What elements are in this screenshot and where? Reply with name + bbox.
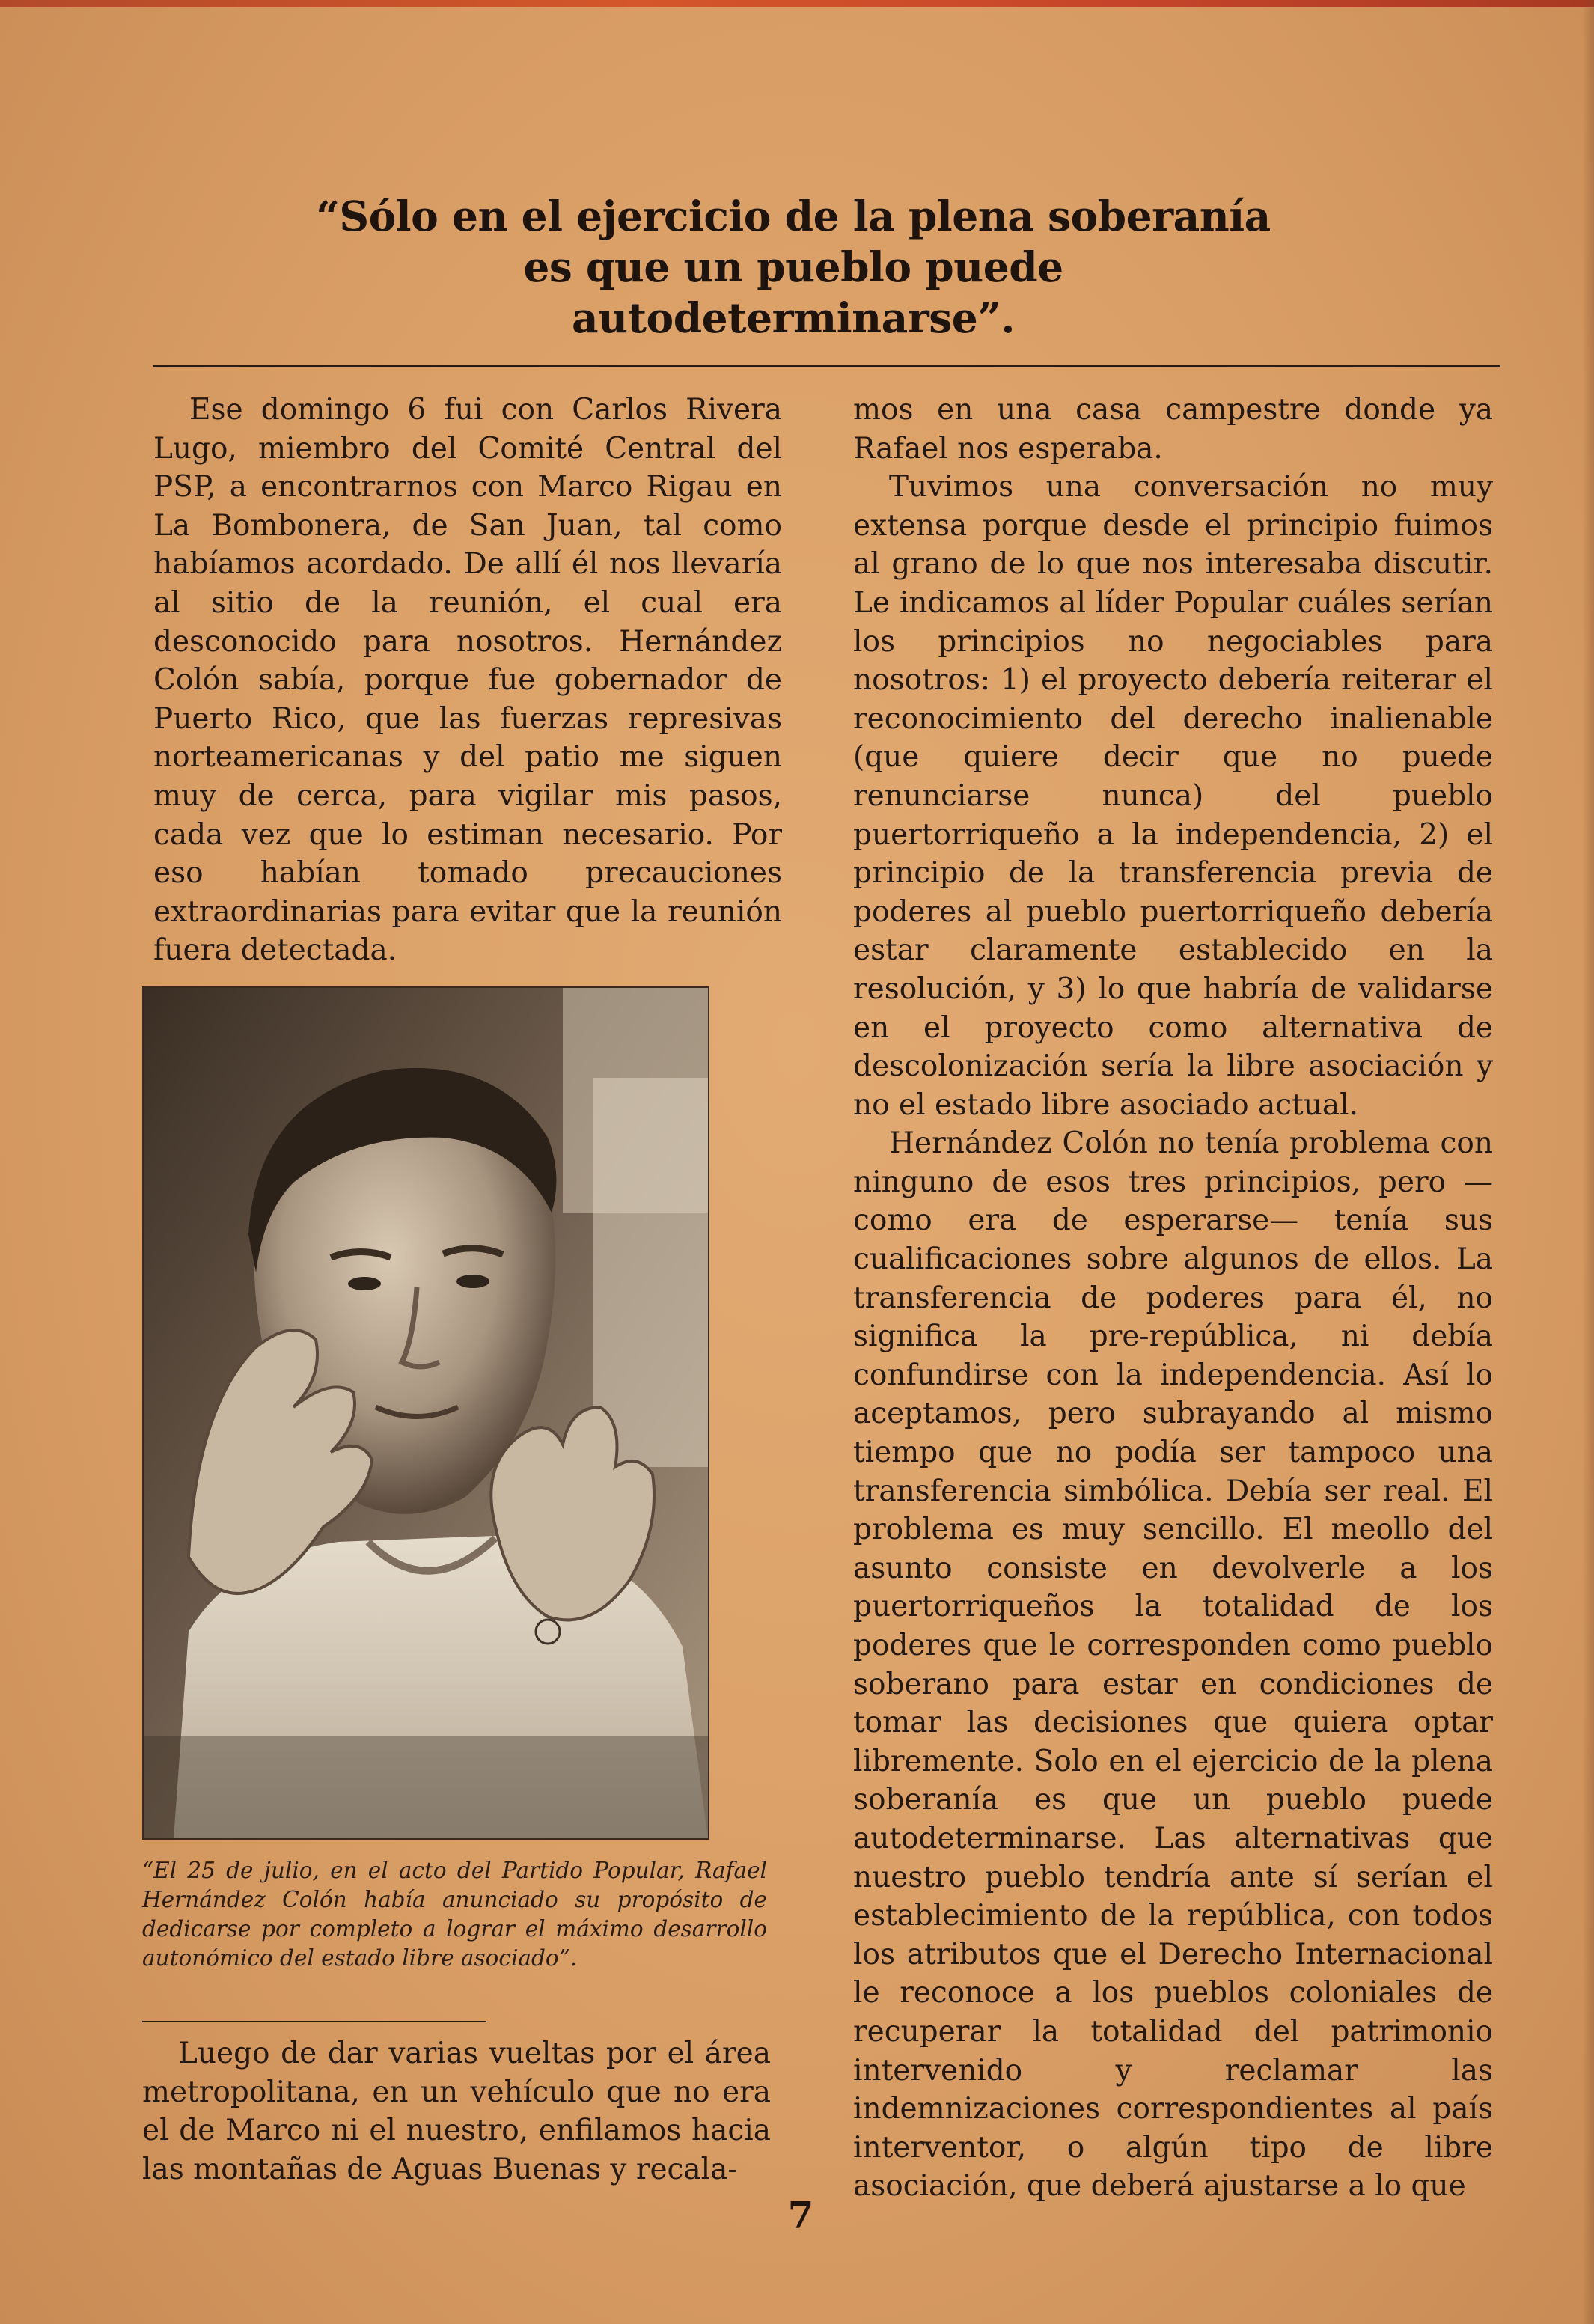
left-column-top xyxy=(153,391,782,970)
page-number: 7 xyxy=(787,2193,814,2237)
body-paragraph: mos en una casa campestre donde ya Rafael nos esperaba. xyxy=(853,393,1493,466)
body-paragraph: Tuvimos una conversación no muy extensa porque desde el principio fuimos al grano de lo que nos interesaba discutir. Le indicamos al líder Popular cuáles serían los principios no negociables para nosotros: 1) el proyecto debería reiterar el reconocimiento del derecho inalienable (que quiere decir que no puede renunciarse nunca) del pueblo puertorriqueño a la independencia, 2) el principio de la transferencia previa de poderes al pueblo puertorriqueño debería estar claramente establecido en la resolución, y 3) lo que habría de validarse en el proyecto como alternativa de descolonización sería la libre asociación y no el estado libre asociado actual. xyxy=(853,470,1493,1122)
headline-line-3: autodeterminarse”. xyxy=(572,293,1015,342)
left-column-bottom xyxy=(142,2034,771,2189)
portrait-photo xyxy=(142,986,709,1840)
pull-quote-headline xyxy=(254,191,1332,344)
photo-caption: “El 25 de julio, en el acto del Partido Popular, Rafael Hernández Colón había anunciado su propósito de dedicarse por completo a lograr el máximo desarrollo autonómico del estado libre asociado”. xyxy=(142,1858,767,1971)
page-top-edge xyxy=(0,0,1594,7)
body-paragraph: Luego de dar varias vueltas por el área metropolitana, en un vehículo que no era el de Marco ni el nuestro, enfilamos hacia las montañas de Aguas Buenas y recala- xyxy=(142,2037,771,2186)
portrait-illustration xyxy=(144,988,708,1838)
headline-line-1: “Sólo en el ejercicio de la plena soberanía xyxy=(316,192,1271,240)
page-right-edge-shadow xyxy=(1582,0,1594,2324)
headline-divider xyxy=(153,365,1500,367)
body-paragraph: Hernández Colón no tenía problema con ninguno de esos tres principios, pero —como era de esperarse— tenía sus cualificaciones sobre algunos de ellos. La transferencia de poderes para él, no significa la pre-república, ni debía confundirse con la independencia. Así lo aceptamos, pero subrayando al mismo tiempo que no podía ser tampoco una transferencia simbólica. Debía ser real. El problema es muy sencillo. El meollo del asunto consiste en devolverle a los puertorriqueños la totalidad de los poderes que le corresponden como pueblo soberano para estar en condiciones de tomar las decisiones que quiera optar libremente. Solo en el ejercicio de la plena soberanía es que un pueblo puede autodeterminarse. Las alternativas que nuestro pueblo tendría ante sí serían el establecimiento de la república, con todos los atributos que el Derecho Internacional le reconoce a los pueblos coloniales de recuperar la totalidad del patrimonio intervenido y reclamar las indemnizaciones correspondientes al país interventor, o algún tipo de libre asociación, que deberá ajustarse a lo que xyxy=(853,1126,1493,2203)
headline-line-2: es que un pueblo puede xyxy=(523,243,1063,291)
body-paragraph: Ese domingo 6 fui con Carlos Rivera Lugo, miembro del Comité Central del PSP, a encontrarnos con Marco Rigau en La Bombonera, de San Juan, tal como habíamos acordado. De allí él nos llevaría al sitio de la reunión, el cual era desconocido para nosotros. Hernández Colón sabía, porque fue gobernador de Puerto Rico, que las fuerzas represivas norteamericanas y del patio me siguen muy de cerca, para vigilar mis pasos, cada vez que lo estiman necesario. Por eso habían tomado precauciones extraordinarias para evitar que la reunión fuera detectada. xyxy=(153,393,782,968)
right-column xyxy=(853,391,1493,2206)
caption-divider xyxy=(142,2021,486,2022)
